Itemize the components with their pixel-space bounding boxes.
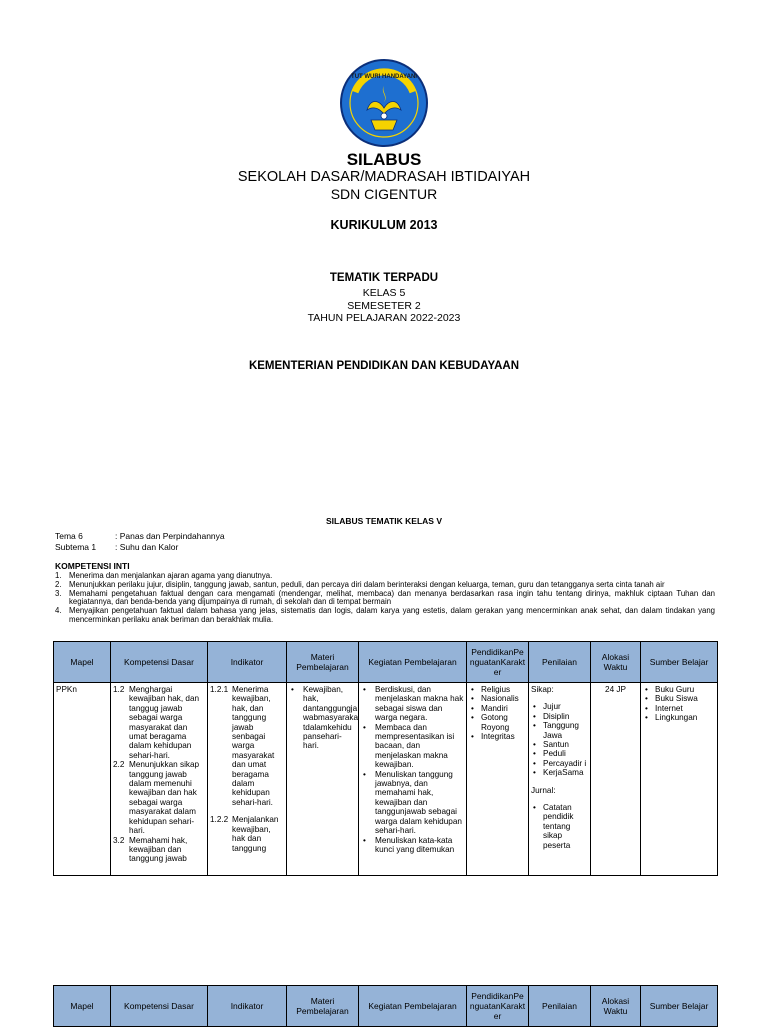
silabus-section-title: SILABUS TEMATIK KELAS V (325, 516, 442, 526)
list-item: • Religius (479, 685, 526, 694)
header-indikator: Indikator (208, 986, 287, 1027)
kompetensi-inti-list (55, 572, 715, 625)
ki-text: Memahami pengetahuan faktual dengan cara mengamati (mendengar, melihat, membaca) dan menanya berdasarkan rasa ingin tahu tentang dirinya, makhluk ciptaan Tuhan dan kegiatannya, dan benda-benda yang dijumpainya di rumah, di sekolah dan di tempat bermain (69, 588, 715, 607)
header-kegiatan: Kegiatan Pembelajaran (359, 642, 467, 683)
indikator-item (210, 685, 284, 807)
ki-num: 2. (55, 579, 62, 589)
cell-mapel: PPKn (54, 683, 111, 876)
kd-text: Memahami hak, kewajiban dan tanggung jawab (129, 835, 188, 864)
list-item: • Tanggung Jawa (541, 721, 588, 740)
list-item: • Gotong Royong (479, 713, 526, 732)
ki-num: 1. (55, 571, 62, 580)
silabus-table (53, 641, 718, 876)
class-label: KELAS 5 (362, 287, 406, 299)
cell-materi (287, 683, 359, 876)
materi-list (289, 685, 359, 751)
header-materi: Materi Pembelajaran (287, 642, 359, 683)
cell-indikator (208, 683, 287, 876)
ki-text: Menerima dan menjalankan ajaran agama yang dianutnya. (69, 571, 273, 580)
sikap-label: Sikap: (531, 685, 554, 694)
list-item: • Integritas (479, 732, 526, 741)
list-item: • Kewajiban, hak, dantanggungja wabmasyaraka tdalamkehidu pansehari-hari. (299, 685, 356, 751)
header-materi: Materi Pembelajaran (287, 986, 359, 1027)
list-item: • Membaca dan mempresentasikan isi bacaan, dan menjelaskan makna kewajiban. (371, 723, 464, 770)
ki-text: Menyajikan pengetahuan faktual dalam bahasa yang jelas, sistematis dan logis, dalam karya yang estetis, dalam gerakan yang mencerminkan anak sehat, dan dalam tindakan yang mencerminkan perilaku anak beriman dan berakhlak mulia. (69, 606, 715, 624)
silabus-table-continued (53, 985, 718, 1027)
cell-kompetensi-dasar (111, 683, 208, 876)
header-sumber: Sumber Belajar (641, 986, 718, 1027)
indikator-item (210, 815, 284, 853)
header-penilaian: Penilaian (529, 642, 591, 683)
cell-sumber (641, 683, 718, 876)
sumber-list (643, 685, 715, 723)
kd-num: 3.2 (113, 835, 125, 845)
sikap-list (531, 702, 588, 777)
kompetensi-inti-title: KOMPETENSI INTI (55, 561, 130, 571)
list-item: • Nasionalis (479, 694, 526, 703)
curriculum-title: KURIKULUM 2013 (330, 218, 438, 232)
kd-item (113, 760, 205, 835)
school-year-label: TAHUN PELAJARAN 2022-2023 (307, 312, 461, 324)
list-item: • Peduli (541, 749, 588, 758)
school-name: SDN CIGENTUR (330, 186, 438, 202)
kd-item (113, 836, 205, 864)
list-item: • Buku Siswa (653, 694, 715, 703)
school-type: SEKOLAH DASAR/MADRASAH IBTIDAIYAH (237, 169, 531, 185)
table-header-row (54, 642, 718, 683)
document-title: SILABUS (346, 150, 422, 169)
subtema-value: : Suhu dan Kalor (115, 542, 179, 552)
list-item: • Santun (541, 740, 588, 749)
list-item: • KerjaSama (541, 768, 588, 777)
list-item: • Disiplin (541, 712, 588, 721)
header-alokasi: Alokasi Waktu (591, 642, 641, 683)
indikator-num: 1.2.2 (210, 815, 229, 825)
cell-alokasi: 24 JP (591, 683, 641, 876)
list-item: • Catatan pendidik tentang sikap peserta (541, 803, 588, 850)
jurnal-label: Jurnal: (531, 785, 556, 795)
kd-num: 2.2 (113, 760, 125, 770)
karakter-list (469, 685, 526, 741)
list-item: • Percayadir i (541, 759, 588, 768)
subtema-label: Subtema 1 (55, 542, 97, 552)
header-sumber: Sumber Belajar (641, 642, 718, 683)
table-row (54, 683, 718, 876)
kegiatan-list (361, 685, 464, 854)
header-alokasi: Alokasi Waktu (591, 986, 641, 1027)
cell-karakter (467, 683, 529, 876)
jurnal-list (531, 803, 588, 850)
kd-text: Menghargai kewajiban hak, dan tanggug jawab sebagai warga masyarakat dan umat beragama dalam kehidupan sehari-hari. (129, 685, 200, 760)
header-mapel: Mapel (54, 642, 111, 683)
list-item: • Menuliskan kata-kata kunci yang ditemukan (371, 836, 464, 855)
list-item: • Berdiskusi, dan menjelaskan makna hak sebagai siswa dan warga negara. (371, 685, 464, 723)
table-header-row (54, 986, 718, 1027)
ki-text: Menunjukkan perilaku jujur, disiplin, tanggung jawab, santun, peduli, dan percaya diri dalam berinteraksi dengan keluarga, teman, guru dan tetangganya serta cinta tanah air (69, 579, 665, 589)
header-karakter: PendidikanPenguatanKarakter (467, 986, 529, 1027)
ki-num: 4. (55, 606, 62, 616)
list-item: • Internet (653, 704, 715, 713)
list-item: • Menuliskan tanggung jawabnya, dan memahami hak, kewajiban dan tanggunjawab sebagai warga dalam kehidupan sehari-hari. (371, 770, 464, 836)
ki-item (55, 607, 715, 625)
kd-text: Menunjukkan sikap tanggung jawab dalam memenuhi kewajiban dan hak sebagai warga masyarakat dalam kehidupan sehari-hari. (129, 760, 200, 836)
tut-wuri-handayani-logo (339, 58, 429, 148)
logo-motto-text: TUT WURI HANDAYANI (351, 74, 417, 80)
subject-title: TEMATIK TERPADU (329, 272, 439, 284)
header-kompetensi-dasar: Kompetensi Dasar (111, 986, 208, 1027)
header-kegiatan: Kegiatan Pembelajaran (359, 986, 467, 1027)
kd-item (113, 685, 205, 760)
ki-item (55, 590, 715, 608)
tema-value: : Panas dan Perpindahannya (115, 531, 225, 541)
ki-num: 3. (55, 588, 62, 598)
header-kompetensi-dasar: Kompetensi Dasar (111, 642, 208, 683)
kd-num: 1.2 (113, 685, 125, 694)
tema-label: Tema 6 (55, 531, 83, 541)
header-indikator: Indikator (208, 642, 287, 683)
ministry-title: KEMENTERIAN PENDIDIKAN DAN KEBUDAYAAN (248, 360, 520, 372)
header-penilaian: Penilaian (529, 986, 591, 1027)
header-mapel: Mapel (54, 986, 111, 1027)
list-item: • Mandiri (479, 704, 526, 713)
semester-label: SEMESETER 2 (347, 300, 421, 312)
indikator-text: Menerima kewajiban, hak, dan tanggung jawab senbagai warga masyarakat dan umat beragama dalam kehidupan sehari-hari. (232, 685, 275, 807)
indikator-num: 1.2.1 (210, 685, 229, 694)
list-item: • Buku Guru (653, 685, 715, 694)
cell-penilaian (529, 683, 591, 876)
list-item: • Jujur (541, 702, 588, 711)
indikator-text: Menjalankan kewajiban, hak dan tanggung (232, 815, 279, 853)
header-karakter: PendidikanPenguatanKarakter (467, 642, 529, 683)
list-item: • Lingkungan (653, 713, 715, 722)
cell-kegiatan (359, 683, 467, 876)
